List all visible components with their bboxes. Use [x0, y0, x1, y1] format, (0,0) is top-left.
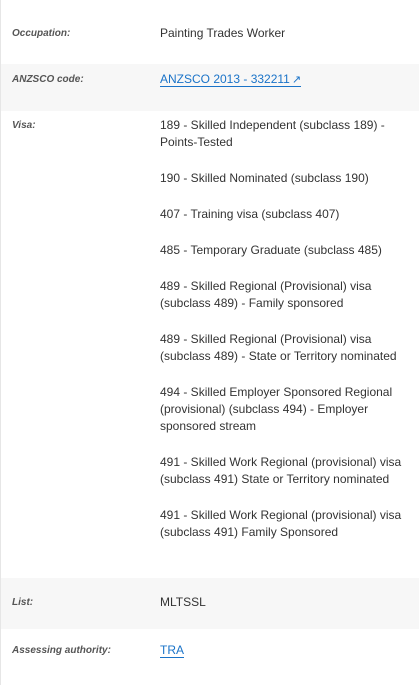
visa-item-485: 485 - Temporary Graduate (subclass 485) — [160, 243, 382, 257]
visa-item-189: 189 - Skilled Independent (subclass 189) - Points-Tested — [160, 118, 385, 149]
row-occupation — [1, 0, 419, 64]
anzsco-code-text: ANZSCO 2013 - 332211 — [160, 72, 290, 86]
visa-item-190: 190 - Skilled Nominated (subclass 190) — [160, 171, 369, 185]
anzsco-label: ANZSCO code: — [12, 74, 84, 85]
anzsco-code-link[interactable] — [160, 72, 301, 87]
visa-label: Visa: — [12, 120, 36, 131]
visa-item-491-family: 491 - Skilled Work Regional (provisional) visa (subclass 491) Family Sponsored — [160, 508, 402, 539]
row-authority — [1, 629, 419, 685]
row-visa — [1, 111, 419, 578]
assessing-authority-link[interactable]: TRA — [160, 643, 184, 657]
row-anzsco — [1, 64, 419, 111]
visa-item-407: 407 - Training visa (subclass 407) — [160, 207, 340, 221]
visa-item-489-family: 489 - Skilled Regional (Provisional) visa (subclass 489) - Family sponsored — [160, 279, 372, 310]
visa-item-494: 494 - Skilled Employer Sponsored Regional (provisional) (subclass 494) - Employer sponsored stream — [160, 385, 393, 433]
authority-label: Assessing authority: — [12, 645, 111, 656]
visa-item-491-state: 491 - Skilled Work Regional (provisional) visa (subclass 491) State or Territory nominated — [160, 455, 402, 486]
external-link-icon: ↗ — [291, 74, 302, 86]
visa-list — [160, 117, 419, 578]
occupation-value: Painting Trades Worker — [160, 26, 286, 40]
list-value: MLTSSL — [160, 595, 206, 609]
occupation-label: Occupation: — [12, 28, 71, 39]
row-list — [1, 578, 419, 629]
list-label: List: — [12, 597, 34, 608]
visa-item-489-state: 489 - Skilled Regional (Provisional) visa (subclass 489) - State or Territory nominated — [160, 332, 397, 363]
